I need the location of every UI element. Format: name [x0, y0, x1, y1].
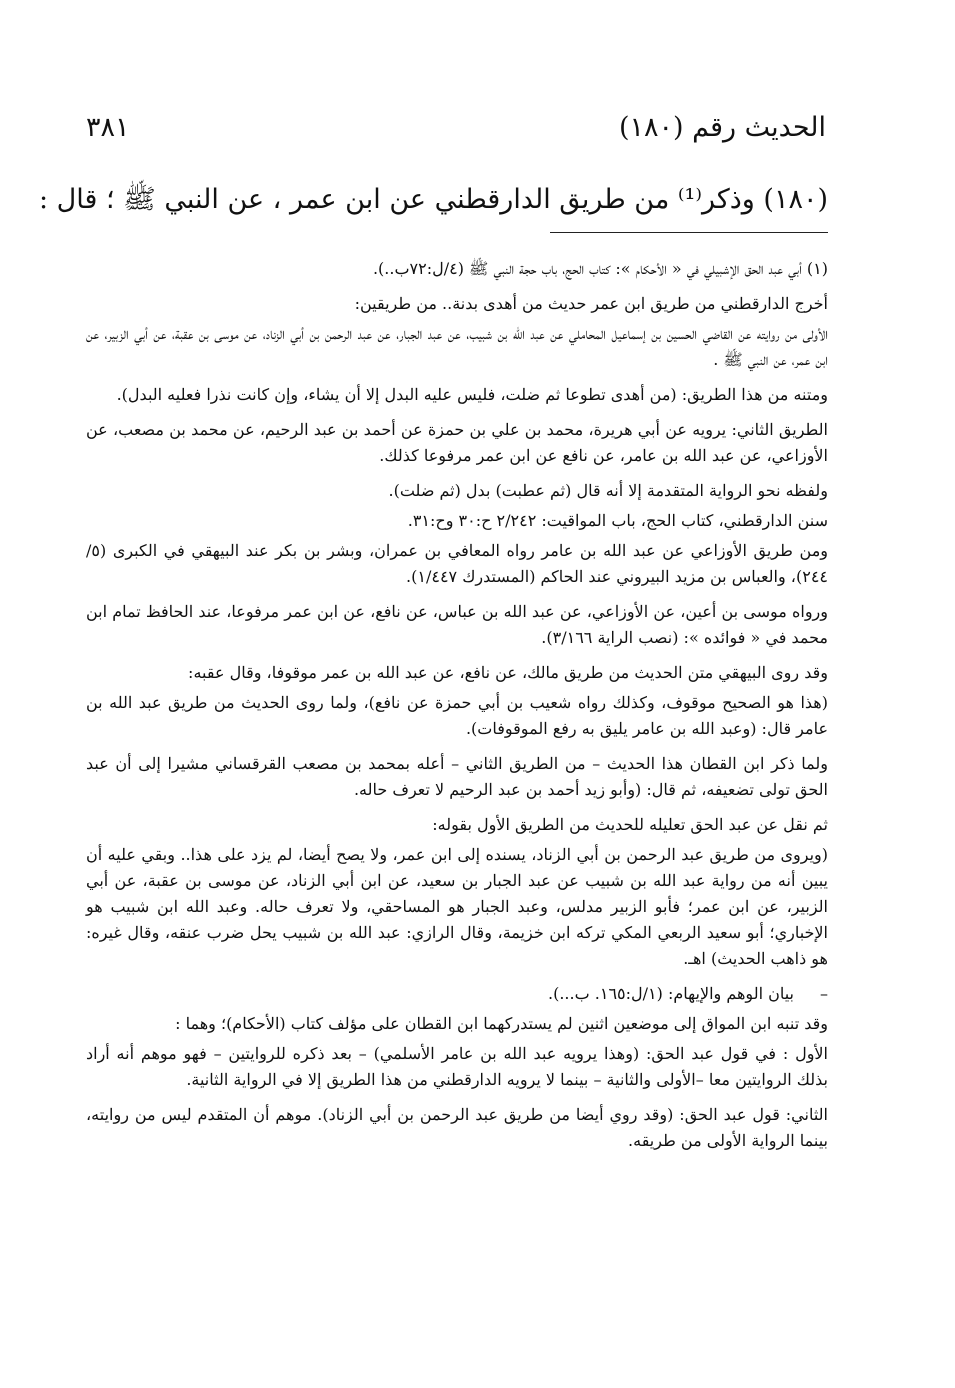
footnote-dash-text: بيان الوهم والإيهام: (١/ل:١٦٥. ب...). [548, 984, 794, 1003]
dash-marker: – [820, 984, 828, 1003]
hadith-line: (١٨٠) وذكر⁽¹⁾ من طريق الدارقطني عن ابن عمر ، عن النبي ﷺ ؛ قال : [38, 184, 828, 215]
footnote-paragraph: وقد تنبه ابن المواق إلى موضعين اثنين لم يستدركهما ابن القطان على مؤلف كتاب (الأحكام)؛ وهما : [175, 1014, 828, 1033]
footnote-paragraph: (ويروى من طريق عبد الرحمن بن أبي الزناد، يسنده إلى ابن عمر، ولا يصح أيضا، لم يزد على هذا.. وبقي عليه أن يبين أنه من رواية عبد الله بن شبيب عن عبد الجبار بن سعيد، عن ابن أبي الزناد، عن موسى بن عقبة، عن أبي الزبير، عن ابن عمر؛ فأبو الزبير مدلس، وعبد الجبار هو المساحقي، ولا تعرف حاله. وعبد الله ابن شبيب هو الإخباري؛ أبو سعيد الربعي المكي تركه ابن خزيمة، وقال الرازي: عبد الله بن شبيب يحل ضرب عنقه، وقال غيره: هو ذاهب الحديث) اهـ. [86, 845, 828, 968]
footnote-paragraph: وقد روى البيهقي متن الحديث من طريق مالك، عن نافع، عن عبد الله بن عمر موقوفا، وقال عقبه: [188, 663, 828, 682]
footnote-paragraph: (هذا هو الصحيح موقوف، وكذلك رواه شعيب بن أبي حمزة عن نافع)، ولما روى الحديث من طريق عبد الله بن عامر قال: (وعبد الله بن عامر يليق به رفع الموقوفات). [86, 693, 828, 738]
running-header [86, 112, 826, 156]
footnote-paragraph: سنن الدارقطني، كتاب الحج، باب المواقيت: ٢/٢٤٢ ح:٣٠ وح:٣١. [407, 511, 828, 530]
page-number: ٣٨١ [86, 112, 130, 143]
header-title: الحديث رقم (١٨٠) [618, 112, 826, 143]
footnote-paragraph: الثاني: قول عبد الحق: (وقد روي أيضا من طريق عبد الرحمن بن أبي الزناد). موهم أن المتقدم ليس من روايته، بينما الرواية الأولى من طريقه. [86, 1105, 828, 1150]
footnote-paragraph: الأولى من روايته عن القاضي الحسين بن إسماعيل المحاملي عن عبد الله بن شبيب، عن عبد الجبار، عن عبد الرحمن بن أبي الزناد، عن موسى بن عقبة، عن أبي الزبير، عن ابن عمر، عن النبي ﷺ . [86, 324, 828, 369]
footnote-paragraph: ولفظه نحو الرواية المتقدمة إلا أنه قال (ثم عطبت) بدل (ثم ضلت). [388, 481, 828, 500]
footnote-paragraph: ورواه موسى بن أعين، عن الأوزاعي، عن عبد الله بن عباس، عن نافع، عن ابن عمر مرفوعا، عند الحافظ تمام ابن محمد في « فوائده »: (نصب الراية ٣/١٦٦). [86, 602, 828, 647]
footnote-paragraph: الطريق الثاني: يرويه عن أبي هريرة، محمد بن علي بن حمزة عن أحمد بن عبد الرحيم، عن محمد بن مصعب، عن الأوزاعي، عن عبد الله بن عامر، عن نافع عن ابن عمر مرفوعا كذلك. [86, 420, 828, 465]
footnote-paragraph: ومتنه من هذا الطريق: (من أهدى تطوعا ثم ضلت، فليس عليه البدل إلا أن يشاء، وإن كانت نذرا فعليه البدل). [116, 385, 828, 404]
footnotes [86, 256, 828, 1163]
footnote-paragraph: الأول : في قول عبد الحق: (وهذا يرويه عبد الله بن عامر الأسلمي) – بعد ذكره للروايتين – فهو موهم أنه أراد بذلك الروايتين معا –الأولى والثانية – بينما لا يرويه الدارقطني من هذا الطريق إلا في الرواية الثانية. [86, 1044, 828, 1089]
footnote-paragraph: ولما ذكر ابن القطان هذا الحديث – من الطريق الثاني – أعله بمحمد بن مصعب القرقساني مشيرا إلى أن عبد الحق تولى تضعيفه، ثم قال: (وأبو زيد أحمد بن عبد الرحيم لا تعرف حاله. [86, 754, 828, 799]
footnote-paragraph: ومن طريق الأوزاعي عن عبد الله بن عامر رواه المعافي بن عمران، وبشر بن بكر عند البيهقي في الكبرى (٥/ ٢٤٤)، والعباس بن مزيد البيروني عند الحاكم (المستدرك ١/٤٤٧). [86, 541, 828, 586]
footnote-separator [550, 232, 828, 233]
footnote-paragraph: ثم نقل عن عبد الحق تعليله للحديث من الطريق الأول بقوله: [432, 815, 828, 834]
footnote-dash-item [86, 981, 828, 1007]
footnote-paragraph: أخرج الدارقطني من طريق ابن عمر حديث من أهدى بدنة.. من طريقين: [354, 294, 828, 313]
footnote-1: (١) أبي عبد الحق الإشبيلي في « الأحكام »: كتاب الحج، باب حجة النبي ﷺ (٤/ل:٧٢ب..). [372, 259, 828, 278]
